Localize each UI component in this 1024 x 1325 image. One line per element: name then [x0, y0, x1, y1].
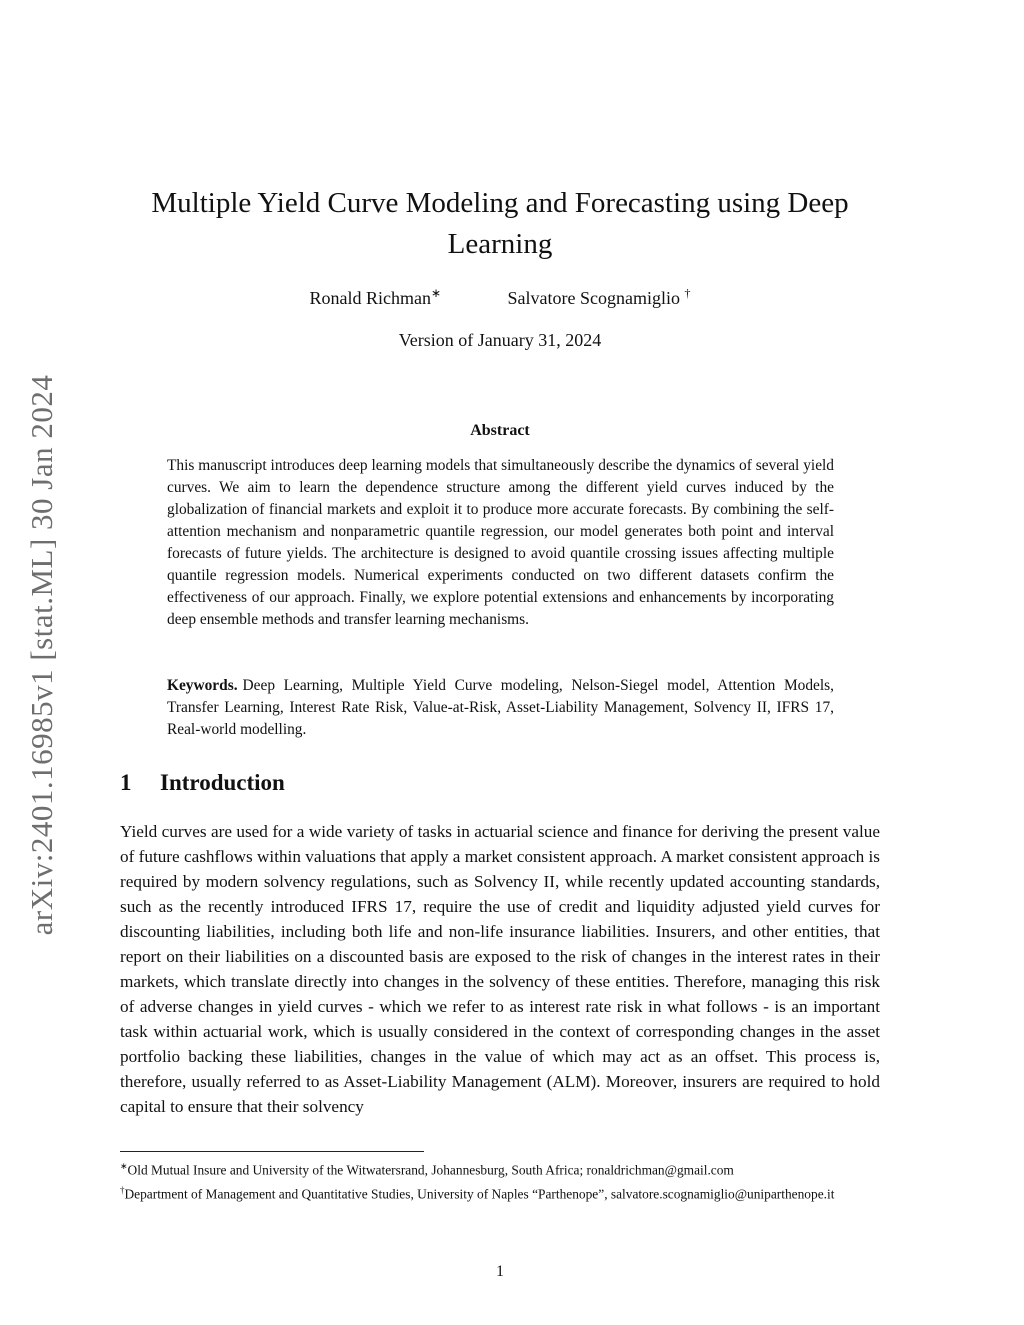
keywords-paragraph [167, 675, 834, 741]
author-2 [508, 286, 691, 309]
author-list [120, 286, 880, 309]
page-number: 1 [496, 1263, 504, 1280]
footnote-mark: † [120, 1185, 125, 1196]
keywords-text: Deep Learning, Multiple Yield Curve modeling, Nelson-Siegel model, Attention Models, Transfer Learning, Interest Rate Risk, Value-at-Risk, Asset-Liability Management, Solvency II, IFRS 17, Real-world modelling. [167, 677, 834, 738]
paper-title: Multiple Yield Curve Modeling and Forecasting using Deep Learning [151, 187, 849, 260]
footnote-text: Old Mutual Insure and University of the Witwatersrand, Johannesburg, South Africa; ronaldrichman@gmail.com [127, 1162, 734, 1178]
author-name: Salvatore Scognamiglio [507, 288, 680, 308]
arxiv-identifier-stamp: arXiv:2401.16985v1 [stat.ML] 30 Jan 2024 [24, 374, 59, 936]
author-footnote-mark: † [684, 286, 691, 300]
footnote-mark: ∗ [120, 1161, 128, 1171]
keywords-label: Keywords. [167, 677, 238, 694]
version-date: Version of January 31, 2024 [398, 330, 602, 350]
footnote-divider [120, 1151, 424, 1152]
author-1 [309, 286, 441, 309]
footnote-2 [120, 1180, 880, 1204]
abstract-heading: Abstract [470, 422, 530, 439]
introduction-body: Yield curves are used for a wide variety of tasks in actuarial science and finance for deriving the present value of future cashflows within valuations that apply a market consistent approach. A market consistent approach is required by modern solvency regulations, such as Solvency II, while recently updated accounting standards, such as the recently introduced IFRS 17, require the use of credit and liquidity adjusted yield curves for discounting liabilities, including both life and non-life insurance liabilities. Insurers, and other entities, that report on their liabilities on a discounted basis are exposed to the risk of changes in the interest rates in their markets, which translate directly into changes in the solvency of these entities. Therefore, managing this risk of adverse changes in yield curves - which we refer to as interest rate risk in what follows - is an important task within actuarial work, which is usually considered in the context of corresponding changes in the asset portfolio backing these liabilities, changes in the value of which may act as an offset. This process is, therefore, usually referred to as Asset-Liability Management (ALM). Moreover, insurers are required to hold capital to ensure that their solvency [120, 822, 880, 1116]
abstract-body: This manuscript introduces deep learning models that simultaneously describe the dynamics of several yield curves. We aim to learn the dependence structure among the different yield curves induced by the globalization of financial markets and exploit it to produce more accurate forecasts. By combining the self-attention mechanism and nonparametric quantile regression, our model generates both point and interval forecasts of future yields. The architecture is designed to avoid quantile crossing issues affecting multiple quantile regression models. Numerical experiments conducted on two different datasets confirm the effectiveness of our approach. Finally, we explore potential extensions and enhancements by incorporating deep ensemble methods and transfer learning mechanisms. [167, 457, 834, 628]
author-name: Ronald Richman [309, 288, 431, 308]
section-title: Introduction [160, 770, 285, 795]
section-heading [120, 770, 285, 796]
footnote-text: Department of Management and Quantitative Studies, University of Naples “Parthenope”, salvatore.scognamiglio@uniparthenope.it [124, 1186, 835, 1202]
author-footnote-mark: ∗ [430, 286, 442, 300]
footnote-1 [120, 1156, 880, 1180]
section-number: 1 [120, 770, 132, 795]
footnotes [120, 1156, 880, 1205]
